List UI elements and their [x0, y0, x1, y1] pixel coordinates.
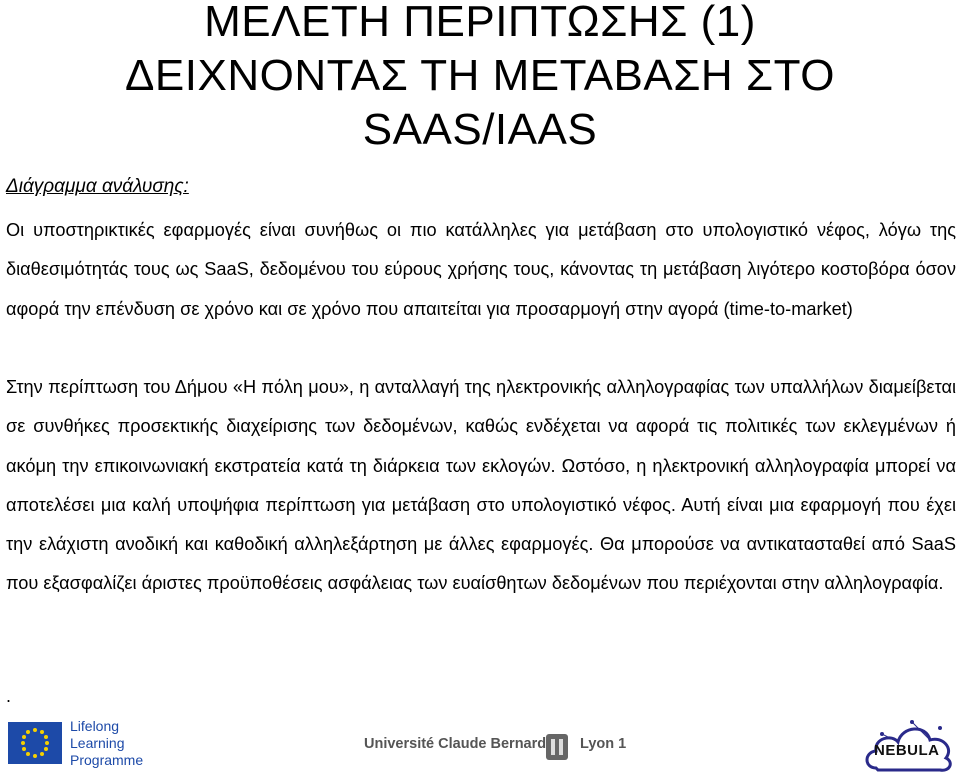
- title-line-2: ΔΕΙΧΝΟΝΤΑΣ ΤΗ ΜΕΤΑΒΑΣΗ ΣΤΟ: [125, 51, 835, 100]
- title-line-1: ΜΕΛΕΤΗ ΠΕΡΙΠΤΩΣΗΣ (1): [204, 0, 756, 46]
- stray-dot: .: [6, 686, 12, 706]
- llp-line-3: Programme: [70, 752, 144, 768]
- ucb-lyon-text: Lyon 1: [580, 736, 627, 752]
- title-line-3: SAAS/IAAS: [362, 105, 598, 154]
- ucb-emblem-icon: [542, 732, 572, 762]
- paragraph-2: Στην περίπτωση του Δήμου «Η πόλη μου», η ανταλλαγή της ηλεκτρονικής αλληλογραφίας των υπαλλήλων διαμείβεται σε συνθήκες προσεκτικής διαχείρισης των δεδομένων, καθώς ενδέχεται να αφορά τις πολιτικές των εκλεγμένων ή ακόμη την επικοινωνιακή εκστρατεία κατά τη διάρκεια των εκλογών. Ωστόσο, η ηλεκτρονική αλληλογραφία μπορεί να αποτελέσει μια καλή υποψήφια περίπτωση για μετάβαση στο υπολογιστικό νέφος. Αυτή είναι μια εφαρμογή που έχει την ελάχιστη ανοδική και καθοδική αλληλεξάρτηση με άλλες εφαρμογές. Θα μπορούσε να αντικατασταθεί από SaaS που εξασφαλίζει άριστες προϋποθέσεις ασφάλειας των ευαίσθητων δεδομένων που περιέχονται στην αλληλογραφία.: [6, 377, 956, 594]
- eu-flag-icon: [8, 722, 62, 764]
- nebula-logo: [862, 716, 956, 778]
- llp-line-2: Learning: [70, 735, 125, 751]
- ucb-text: Université Claude Bernard: [364, 736, 547, 752]
- lifelong-learning-logo: [8, 716, 148, 776]
- paragraph-1: Οι υποστηρικτικές εφαρμογές είναι συνήθως οι πιο κατάλληλες για μετάβαση στο υπολογιστικό νέφος, λόγω της διαθεσιμότητάς τους ως SaaS, δεδομένου του εύρους χρήσης τους, κάνοντας τη μετάβαση λιγότερο κοστοβόρα όσον αφορά την επένδυση σε χρόνο και σε χρόνο που απαιτείται για προσαρμογή στην αγορά (time-to-market): [6, 220, 956, 319]
- llp-text: [70, 718, 143, 769]
- ucb-lyon-logo: [364, 732, 627, 762]
- nebula-text: NEBULA: [874, 742, 940, 759]
- llp-line-1: Lifelong: [70, 718, 120, 734]
- section-subtitle: Διάγραμμα ανάλυσης:: [6, 176, 189, 197]
